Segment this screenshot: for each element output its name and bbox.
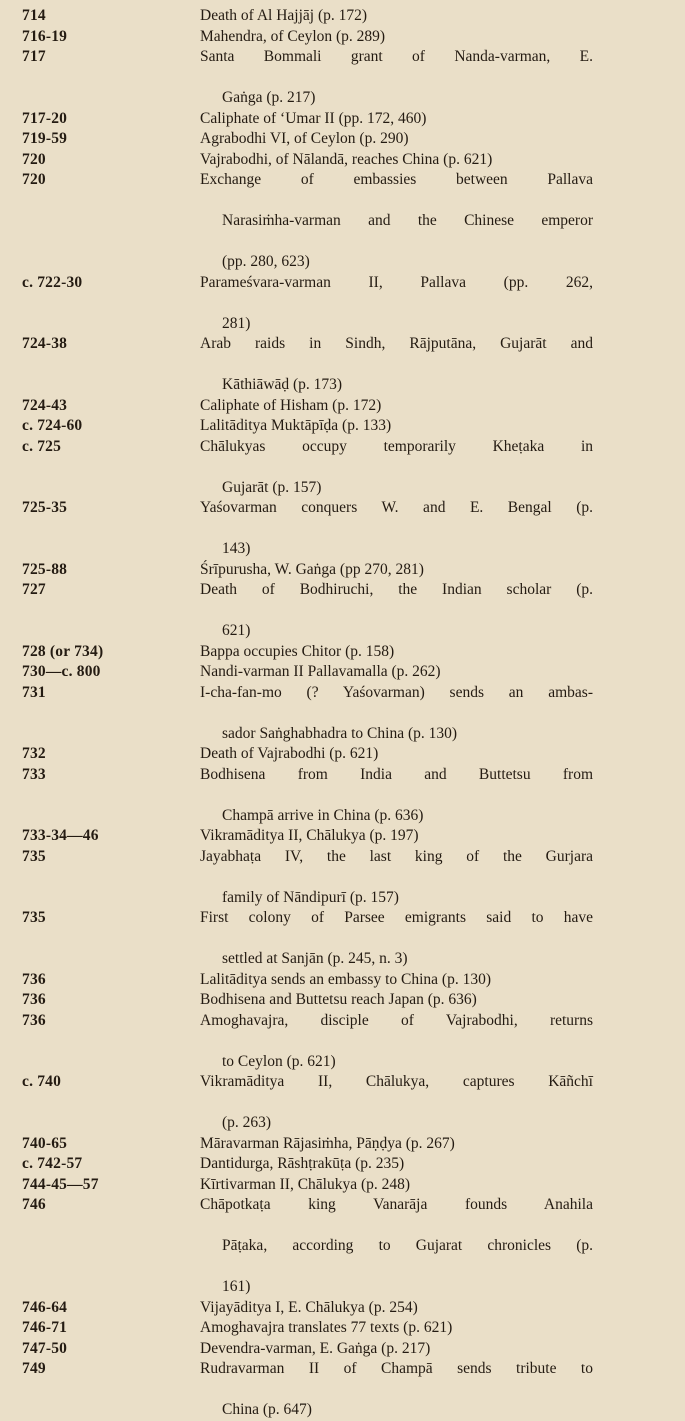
chronology-table	[0, 6, 685, 1421]
entry-line-first: Vajrabodhi, of Nālandā, reaches China (p. 621)	[200, 150, 493, 168]
entry-text	[200, 396, 685, 417]
entry-text	[200, 170, 685, 273]
entry-line-cont: settled at Sanjān (p. 245, n. 3)	[222, 950, 408, 967]
entry-text	[200, 109, 685, 130]
table-row	[0, 273, 685, 335]
entry-text	[200, 970, 685, 991]
table-row	[0, 1011, 685, 1073]
entry-line-cont: 161)	[222, 1278, 251, 1295]
entry-text	[200, 765, 685, 827]
table-row	[0, 47, 685, 109]
table-row	[0, 970, 685, 991]
entry-line-first: Caliphate of ‘Umar II (pp. 172, 460)	[200, 109, 427, 127]
entry-line-cont: 621)	[222, 622, 251, 639]
entry-line-first: Māravarman Rājasiṁha, Pāṇḍya (p. 267)	[200, 1134, 455, 1152]
table-row	[0, 1318, 685, 1339]
entry-line-first: Mahendra, of Ceylon (p. 289)	[200, 27, 386, 45]
entry-text	[200, 683, 685, 745]
table-row	[0, 683, 685, 745]
entry-line-first: Nandi-varman II Pallavamalla (p. 262)	[200, 663, 441, 680]
entry-line-first: Rudravarman II of Champā sends tribute to	[200, 1360, 593, 1377]
entry-date: 725-35	[22, 499, 68, 516]
table-row	[0, 744, 685, 765]
entry-line-first: Parameśvara-varman II, Pallava (pp. 262,	[200, 273, 593, 291]
entry-text	[200, 27, 685, 48]
entry-line-cont: Gaṅga (p. 217)	[222, 89, 316, 106]
entry-date: 747-50	[22, 1339, 68, 1357]
entry-text	[200, 1339, 685, 1360]
entry-text	[200, 129, 685, 150]
entry-text	[200, 1298, 685, 1319]
entry-date: 732	[22, 745, 46, 762]
table-row	[0, 6, 685, 27]
entry-text	[200, 847, 685, 909]
entry-line-first: Yaśovarman conquers W. and E. Bengal (p.	[200, 499, 593, 516]
table-row	[0, 765, 685, 827]
table-row	[0, 416, 685, 437]
entry-date: 724-43	[22, 396, 68, 414]
entry-date: 736	[22, 970, 46, 988]
entry-line-first: Jayabhaṭa IV, the last king of the Gurjara	[200, 847, 593, 865]
entry-line-first: Chālukyas occupy temporarily Kheṭaka in	[200, 437, 593, 455]
entry-line-first: Death of Al Hajjāj (p. 172)	[200, 7, 368, 24]
entry-text	[200, 1154, 685, 1175]
table-row	[0, 847, 685, 909]
entry-line-cont: to Ceylon (p. 621)	[222, 1052, 336, 1070]
entry-text	[200, 908, 685, 970]
entry-date: 720	[22, 150, 46, 168]
entry-date: 744-45—57	[22, 1175, 99, 1193]
entry-date: 727	[22, 581, 46, 598]
entry-date: 716-19	[22, 27, 68, 45]
entry-date: 730—c. 800	[22, 663, 101, 680]
entry-date: c. 725	[22, 437, 62, 455]
entry-line-first: Arab raids in Sindh, Rājputāna, Gujarāt and	[200, 335, 593, 352]
entry-line-cont: Narasiṁha-varman and the Chinese emperor	[222, 212, 593, 229]
entry-text	[200, 1134, 685, 1155]
entry-date: 725-88	[22, 560, 68, 578]
entry-date: c. 742-57	[22, 1155, 83, 1172]
entry-line-first: Lalitāditya Muktāpīḍa (p. 133)	[200, 417, 392, 434]
table-row	[0, 396, 685, 417]
entry-date: 724-38	[22, 335, 68, 352]
table-row	[0, 1072, 685, 1134]
entry-line-first: Exchange of embassies between Pallava	[200, 171, 593, 188]
table-row	[0, 1359, 685, 1421]
entry-line-first: Bappa occupies Chitor (p. 158)	[200, 642, 395, 660]
table-row	[0, 1154, 685, 1175]
entry-text	[200, 1318, 685, 1339]
entry-line-cont: Champā arrive in China (p. 636)	[222, 806, 424, 824]
entry-date: 735	[22, 847, 46, 865]
entry-line-cont: (p. 263)	[222, 1114, 272, 1131]
entry-line-first: Bodhisena and Buttetsu reach Japan (p. 636)	[200, 991, 477, 1008]
entry-date: 740-65	[22, 1134, 68, 1152]
entry-line-first: Chāpotkaṭa king Vanarāja founds Anahila	[200, 1196, 593, 1213]
chronology-table-body	[0, 6, 685, 1421]
entry-date: 720	[22, 171, 46, 188]
table-row	[0, 1134, 685, 1155]
entry-line-first: Kīrtivarman II, Chālukya (p. 248)	[200, 1175, 411, 1193]
entry-line-first: Amoghavajra translates 77 texts (p. 621)	[200, 1319, 453, 1336]
entry-line-first: Devendra-varman, E. Gaṅga (p. 217)	[200, 1339, 431, 1357]
table-row	[0, 990, 685, 1011]
entry-text	[200, 642, 685, 663]
table-row	[0, 1195, 685, 1298]
entry-line-first: Santa Bommali grant of Nanda-varman, E.	[200, 48, 593, 65]
entry-date: 717	[22, 48, 46, 65]
table-row	[0, 1298, 685, 1319]
entry-text	[200, 1359, 685, 1421]
entry-text	[200, 580, 685, 642]
entry-text	[200, 1011, 685, 1073]
entry-date: 746-71	[22, 1319, 68, 1336]
entry-line-cont: sador Saṅghabhadra to China (p. 130)	[222, 724, 458, 742]
entry-date: 736	[22, 991, 46, 1008]
entry-date: 749	[22, 1360, 46, 1377]
entry-line-cont: 143)	[222, 540, 251, 557]
entry-line-cont: China (p. 647)	[222, 1401, 312, 1418]
entry-line-first: Caliphate of Hisham (p. 172)	[200, 396, 382, 414]
entry-date: c. 722-30	[22, 273, 83, 291]
entry-text	[200, 47, 685, 109]
entry-line-cont: 281)	[222, 314, 251, 332]
table-row	[0, 580, 685, 642]
entry-line-cont: (pp. 280, 623)	[222, 253, 310, 270]
entry-text	[200, 1175, 685, 1196]
entry-line-first: Death of Vajrabodhi (p. 621)	[200, 745, 379, 762]
table-row	[0, 908, 685, 970]
table-row	[0, 437, 685, 499]
entry-date: 733-34—46	[22, 827, 99, 844]
entry-date: 731	[22, 683, 46, 701]
entry-text	[200, 334, 685, 396]
entry-date: c. 740	[22, 1073, 62, 1090]
entry-line-first: First colony of Parsee emigrants said to have	[200, 909, 593, 926]
table-row	[0, 560, 685, 581]
entry-line-cont: Pāṭaka, according to Gujarat chronicles (p.	[222, 1237, 593, 1254]
entry-date: 714	[22, 7, 46, 24]
entry-text	[200, 273, 685, 335]
entry-line-first: Śrīpurusha, W. Gaṅga (pp 270, 281)	[200, 560, 424, 578]
entry-date: 746-64	[22, 1298, 68, 1316]
entry-text	[200, 744, 685, 765]
entry-line-first: I-cha-fan-mo (? Yaśovarman) sends an ambas-	[200, 683, 593, 701]
entry-text	[200, 6, 685, 27]
entry-line-first: Vikramāditya II, Chālukya (p. 197)	[200, 827, 419, 844]
entry-line-first: Agrabodhi VI, of Ceylon (p. 290)	[200, 130, 409, 147]
entry-line-first: Vikramāditya II, Chālukya, captures Kāñchī	[200, 1073, 593, 1090]
table-row	[0, 334, 685, 396]
entry-line-cont: Kāthiāwāḍ (p. 173)	[222, 376, 343, 393]
entry-date: 735	[22, 909, 46, 926]
table-row	[0, 170, 685, 273]
entry-line-first: Amoghavajra, disciple of Vajrabodhi, returns	[200, 1011, 593, 1029]
entry-text	[200, 1072, 685, 1134]
entry-date: 719-59	[22, 130, 68, 147]
entry-text	[200, 990, 685, 1011]
entry-date: 736	[22, 1011, 46, 1029]
entry-text	[200, 498, 685, 560]
entry-text	[200, 1195, 685, 1298]
table-row	[0, 109, 685, 130]
entry-text	[200, 416, 685, 437]
table-row	[0, 129, 685, 150]
entry-date: 728 (or 734)	[22, 642, 104, 660]
entry-line-first: Dantidurga, Rāshṭrakūṭa (p. 235)	[200, 1155, 405, 1172]
entry-date: c. 724-60	[22, 417, 83, 434]
table-row	[0, 1339, 685, 1360]
entry-line-first: Lalitāditya sends an embassy to China (p. 130)	[200, 970, 491, 988]
entry-line-cont: family of Nāndipurī (p. 157)	[222, 888, 399, 906]
table-row	[0, 642, 685, 663]
entry-text	[200, 662, 685, 683]
table-row	[0, 150, 685, 171]
table-row	[0, 27, 685, 48]
table-row	[0, 498, 685, 560]
entry-line-cont: Gujarāt (p. 157)	[222, 478, 322, 496]
entry-text	[200, 437, 685, 499]
entry-line-first: Bodhisena from India and Buttetsu from	[200, 765, 593, 783]
entry-date: 733	[22, 765, 46, 783]
entry-text	[200, 826, 685, 847]
entry-date: 746	[22, 1196, 46, 1213]
entry-text	[200, 560, 685, 581]
chronology-page	[0, 6, 685, 1418]
table-row	[0, 662, 685, 683]
entry-date: 717-20	[22, 109, 68, 127]
entry-text	[200, 150, 685, 171]
table-row	[0, 826, 685, 847]
table-row	[0, 1175, 685, 1196]
entry-line-first: Vijayāditya I, E. Chālukya (p. 254)	[200, 1298, 418, 1316]
entry-line-first: Death of Bodhiruchi, the Indian scholar (p.	[200, 581, 593, 598]
